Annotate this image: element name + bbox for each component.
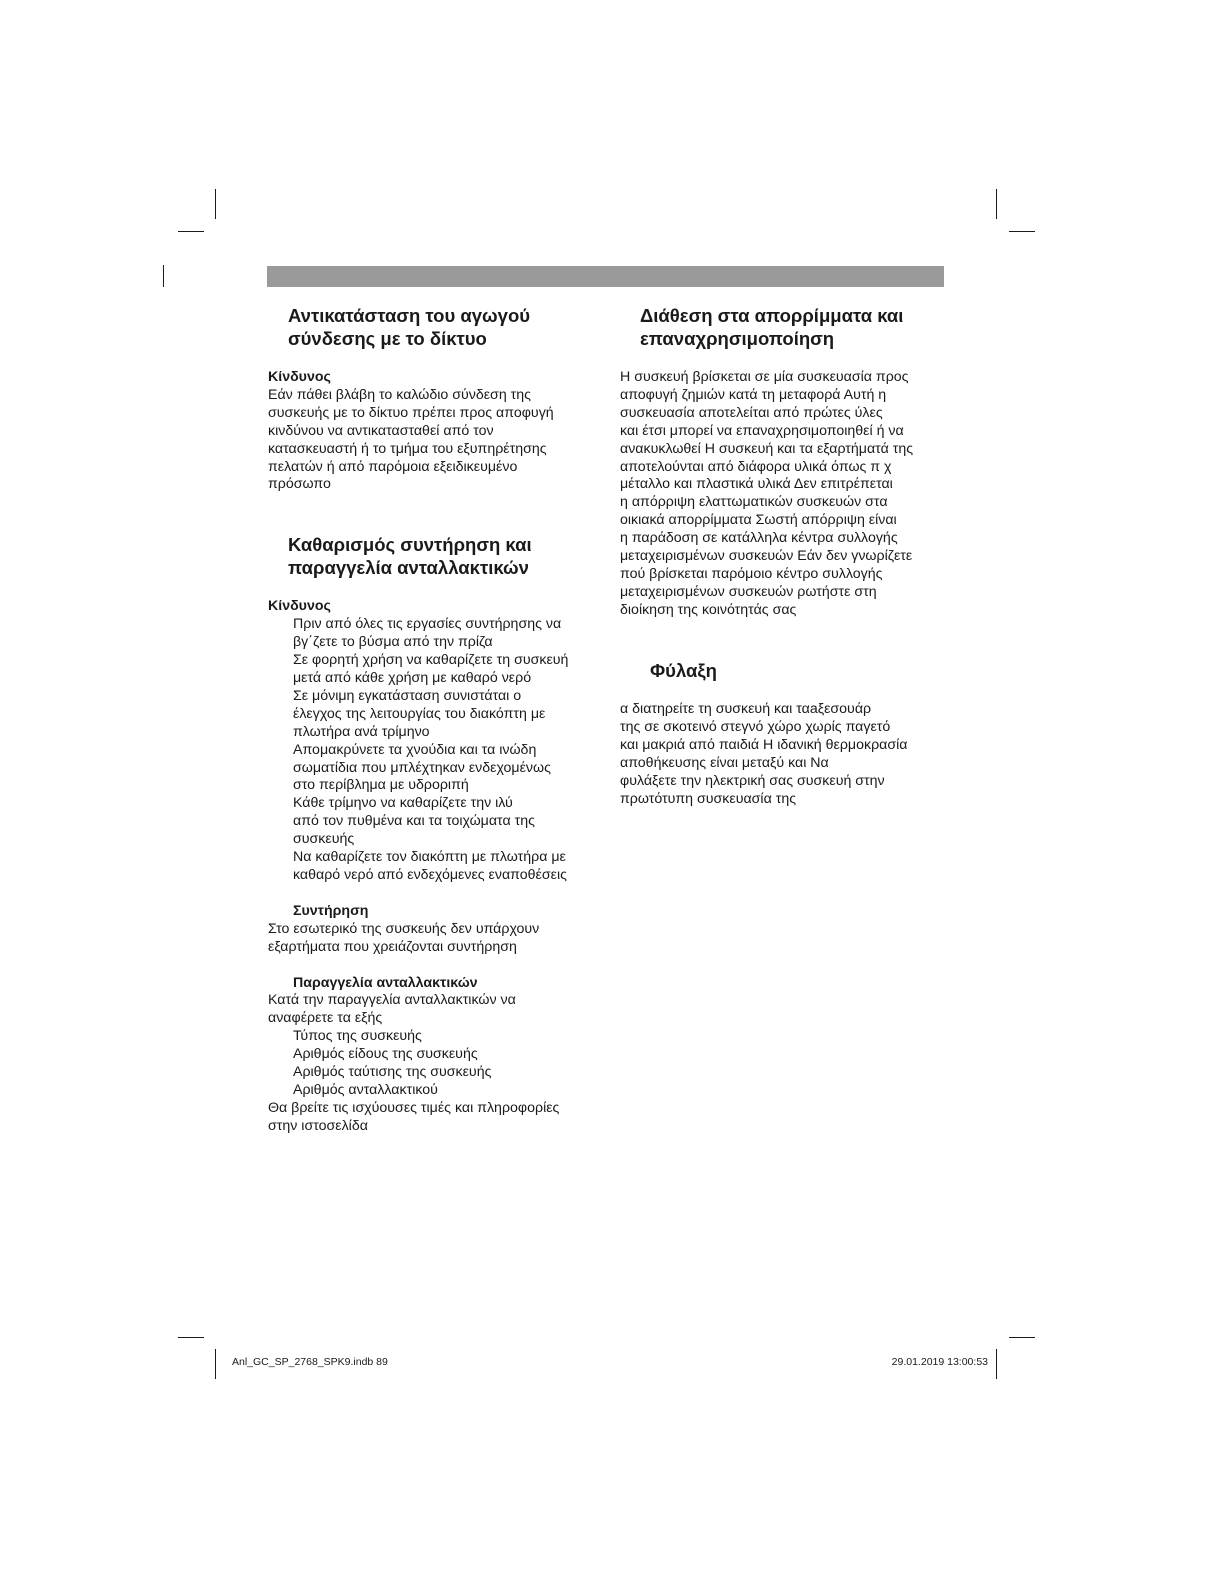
maintenance-text: Στο εσωτερικό της συσκευής δεν υπάρχουν εξαρτήματα που χρειάζονται συντήρηση (268, 920, 540, 955)
list-item: Αριθμός είδους της συσκευής (293, 1046, 478, 1063)
section-title-cable-replacement: Αντικατάσταση του αγωγού σύνδεσης με το δίκτυο (288, 305, 531, 349)
list-item: Αριθμός ανταλλακτικού (293, 1082, 438, 1098)
crop-mark (1009, 1337, 1035, 1338)
storage-text: α διατηρείτε τη συσκευή και ταаξεσουάρ της σε σκοτεινό στεγνό χώρο χωρίς παγετό και μακριά από παιδιά Η ιδανική θερμοκρασία αποθήκευσης είναι μεταξύ και Να φυλάξετε την ηλεκτρική σας συσκευή στην πρωτότυπη συσκευασία της (620, 701, 908, 807)
crop-mark (996, 189, 997, 219)
list-item: Τύπος της συσκευής (293, 1028, 422, 1045)
subheading-maintenance: Συντήρηση (293, 902, 369, 919)
cable-replacement-text: Εάν πάθει βλάβη το καλώδιο σύνδεση της συσκευής με το δίκτυο πρέπει προς αποφυγή κινδύνου να αντικατασταθεί από τον κατασκευαστή ή το τμήμα του εξυπηρέτησης πελατών ή από παρόμοια εξειδικευμένο πρόσωπο (268, 386, 554, 493)
section-title-storage: Φύλαξη (650, 659, 717, 681)
danger-label: Κίνδυνος (268, 369, 331, 385)
list-item: Απομακρύνετε τα χνούδια και τα ινώδη σωματίδια που μπλέχτηκαν ενδεχομένως στο περίβλημα με υδροριπή (293, 741, 551, 794)
list-item: Σε φορητή χρήση να καθαρίζετε τη συσκευή μετά από κάθε χρήση με καθαρό νερό (293, 652, 569, 686)
spare-parts-intro: Κατά την παραγγελία ανταλλακτικών να αναφέρετε τα εξής (268, 992, 516, 1027)
spare-parts-outro: Θα βρείτε τις ισχύουσες τιμές και πληροφορίες στην ιστοσελίδα (268, 1099, 560, 1134)
list-item: Σε μόνιμη εγκατάσταση συνιστάται ο έλεγχος της λειτουργίας του διακόπτη με πλωτήρα ανά τρίμηνο (293, 687, 546, 740)
footer-filename: Anl_GC_SP_2768_SPK9.indb 89 (232, 1356, 388, 1368)
crop-mark (163, 265, 164, 287)
section-title-disposal: Διάθεση στα απορρίμματα και επαναχρησιμοποίηση (640, 305, 904, 349)
header-bar (267, 266, 944, 287)
list-item: Να καθαρίζετε τον διακόπτη με πλωτήρα με καθαρό νερό από ενδεχόμενες εναποθέσεις (293, 849, 567, 883)
list-item: Αριθμός ταύτισης της συσκευής (293, 1064, 492, 1081)
crop-mark (178, 1337, 204, 1338)
crop-mark (996, 1349, 997, 1379)
list-item: Κάθε τρίμηνο να καθαρίζετε την ιλύ από τον πυθμένα και τα τοιχώματα της συσκευής (293, 795, 535, 848)
disposal-text: Η συσκευή βρίσκεται σε μία συσκευασία προς αποφυγή ζημιών κατά τη μεταφορά Αυτή η συσκευασία αποτελείται από πρώτες ύλες και έτσι μπορεί να επαναχρησιμοποιηθεί ή να ανακυκλωθεί Η συσκευή και τα εξαρτήματά της αποτελούνται από διάφορα υλικά όπως π χ μέταλλο και πλαστικά υλικά Δεν επιτρέπεται η απόρριψη ελαττωματικών συσκευών στα οικιακά απορρίμματα Σωστή απόρριψη είναι η παράδοση σε κατάλληλα κέντρα συλλογής μεταχειρισμένων συσκευών Εάν δεν γνωρίζετε πού βρίσκεται παρόμοιο κέντρο συλλογής μεταχειρισμένων συσκευών ρωτήστε στη διοίκηση της κοινότητάς σας (620, 369, 914, 618)
danger-label: Κίνδυνος (268, 598, 331, 615)
list-item: Πριν από όλες τις εργασίες συντήρησης να βγ΄ζετε το βύσμα από την πρίζα (293, 616, 562, 651)
crop-mark (178, 231, 204, 232)
subheading-spare-parts: Παραγγελία ανταλλακτικών (293, 974, 478, 991)
crop-mark (215, 1349, 216, 1379)
left-column (268, 305, 598, 1136)
footer-timestamp: 29.01.2019 13:00:53 (891, 1356, 988, 1368)
section-title-cleaning: Καθαρισμός συντήρηση και παραγγελία ανταλλακτικών (288, 534, 532, 578)
crop-mark (1009, 231, 1035, 232)
crop-mark (215, 189, 216, 219)
right-column (620, 305, 950, 809)
